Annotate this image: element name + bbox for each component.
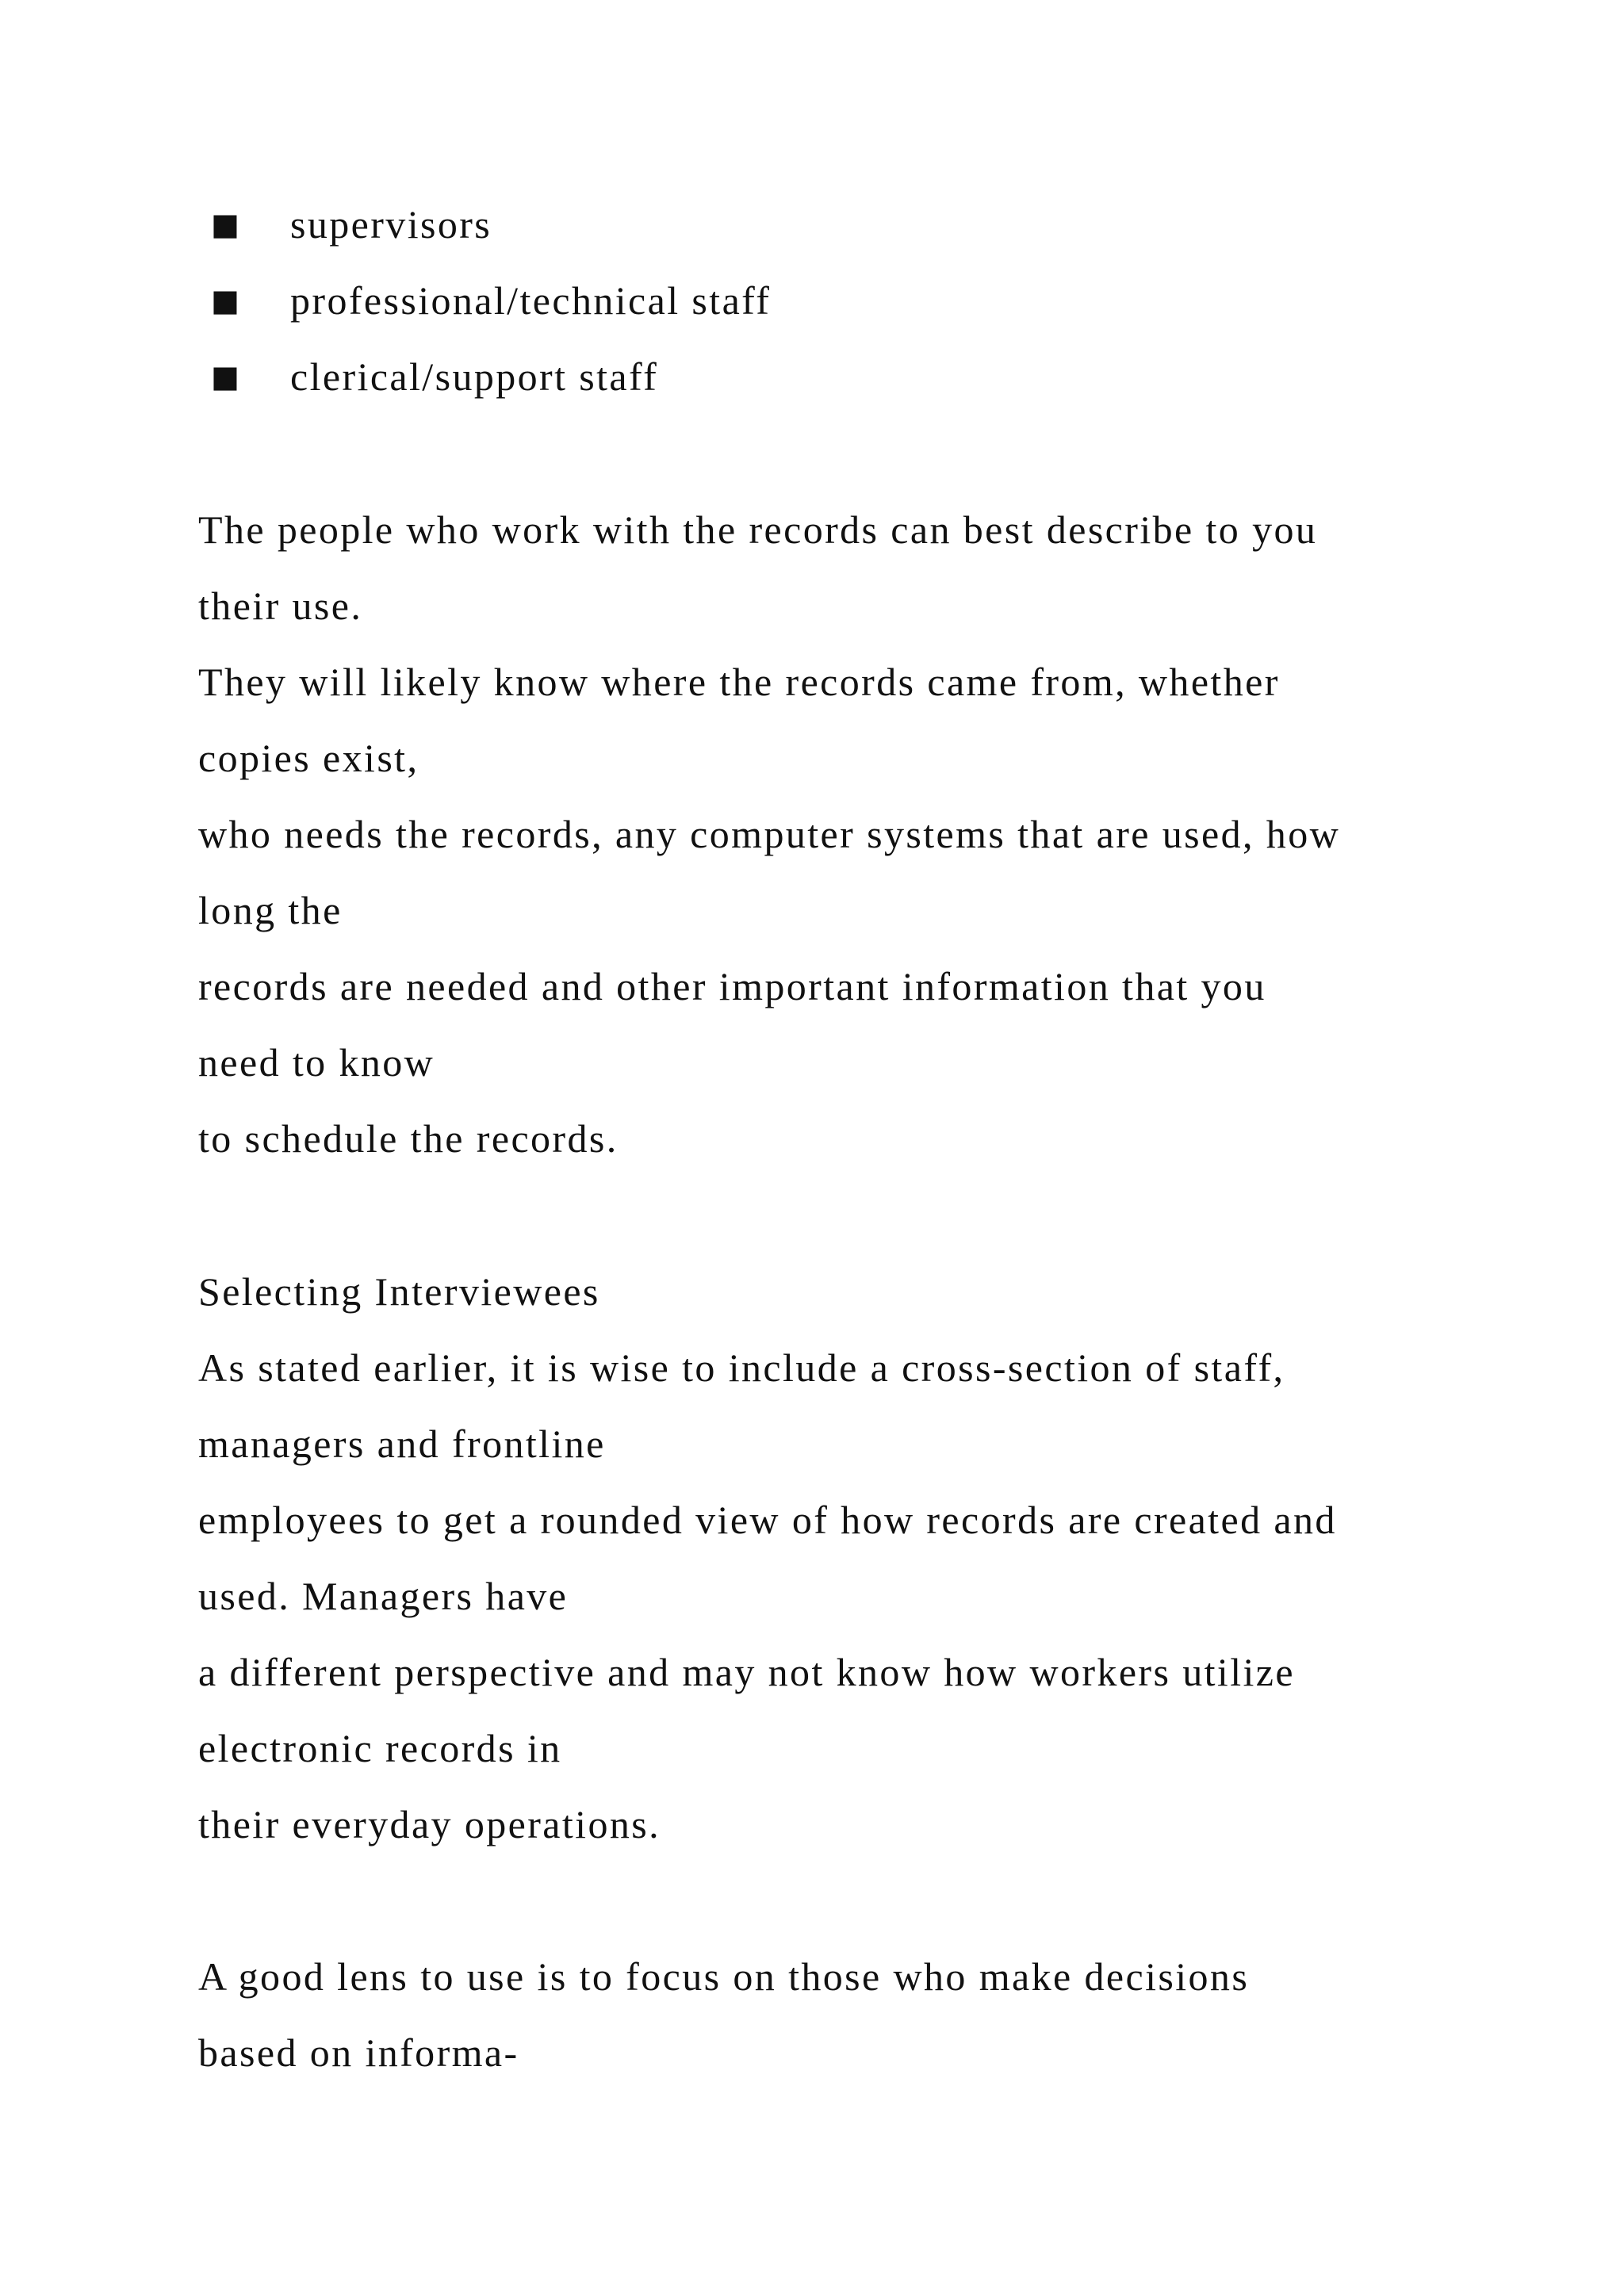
paragraph-line: The people who work with the records can best describe to you [198,507,1318,552]
paragraph-line: based on informa- [198,2030,519,2075]
paragraph-line: employees to get a rounded view of how records are created and [198,1498,1337,1542]
bullet-text: clerical/support staff [290,354,659,399]
paragraph-line: managers and frontline [198,1422,606,1466]
paragraph-line: to schedule the records. [198,1116,619,1161]
paragraph-line: A good lens to use is to focus on those who make decisions [198,1954,1250,1999]
paragraph-line: copies exist, [198,736,419,780]
paragraph-line: They will likely know where the records came from, whether [198,660,1280,704]
paragraph-line: their use. [198,584,363,628]
section-heading: Selecting Interviewees [198,1269,600,1314]
bullet-marker: ■ [211,359,242,394]
bullet-item [211,278,772,323]
paragraph-line: a different perspective and may not know how workers utilize [198,1650,1295,1694]
bullet-marker: ■ [211,207,242,242]
paragraph-line: their everyday operations. [198,1802,661,1846]
paragraph-line: As stated earlier, it is wise to include a cross-section of staff, [198,1345,1285,1390]
bullet-text: supervisors [290,202,492,247]
bullet-marker: ■ [211,283,242,318]
paragraph-line: used. Managers have [198,1574,569,1618]
bullet-item [211,202,492,247]
paragraph-line: who needs the records, any computer systems that are used, how [198,812,1341,856]
bullet-text: professional/technical staff [290,278,772,323]
paragraph-line: need to know [198,1040,435,1085]
bullet-item [211,354,659,399]
paragraph-line: electronic records in [198,1726,562,1770]
paragraph-line: records are needed and other important information that you [198,964,1266,1008]
paragraph-line: long the [198,888,343,932]
